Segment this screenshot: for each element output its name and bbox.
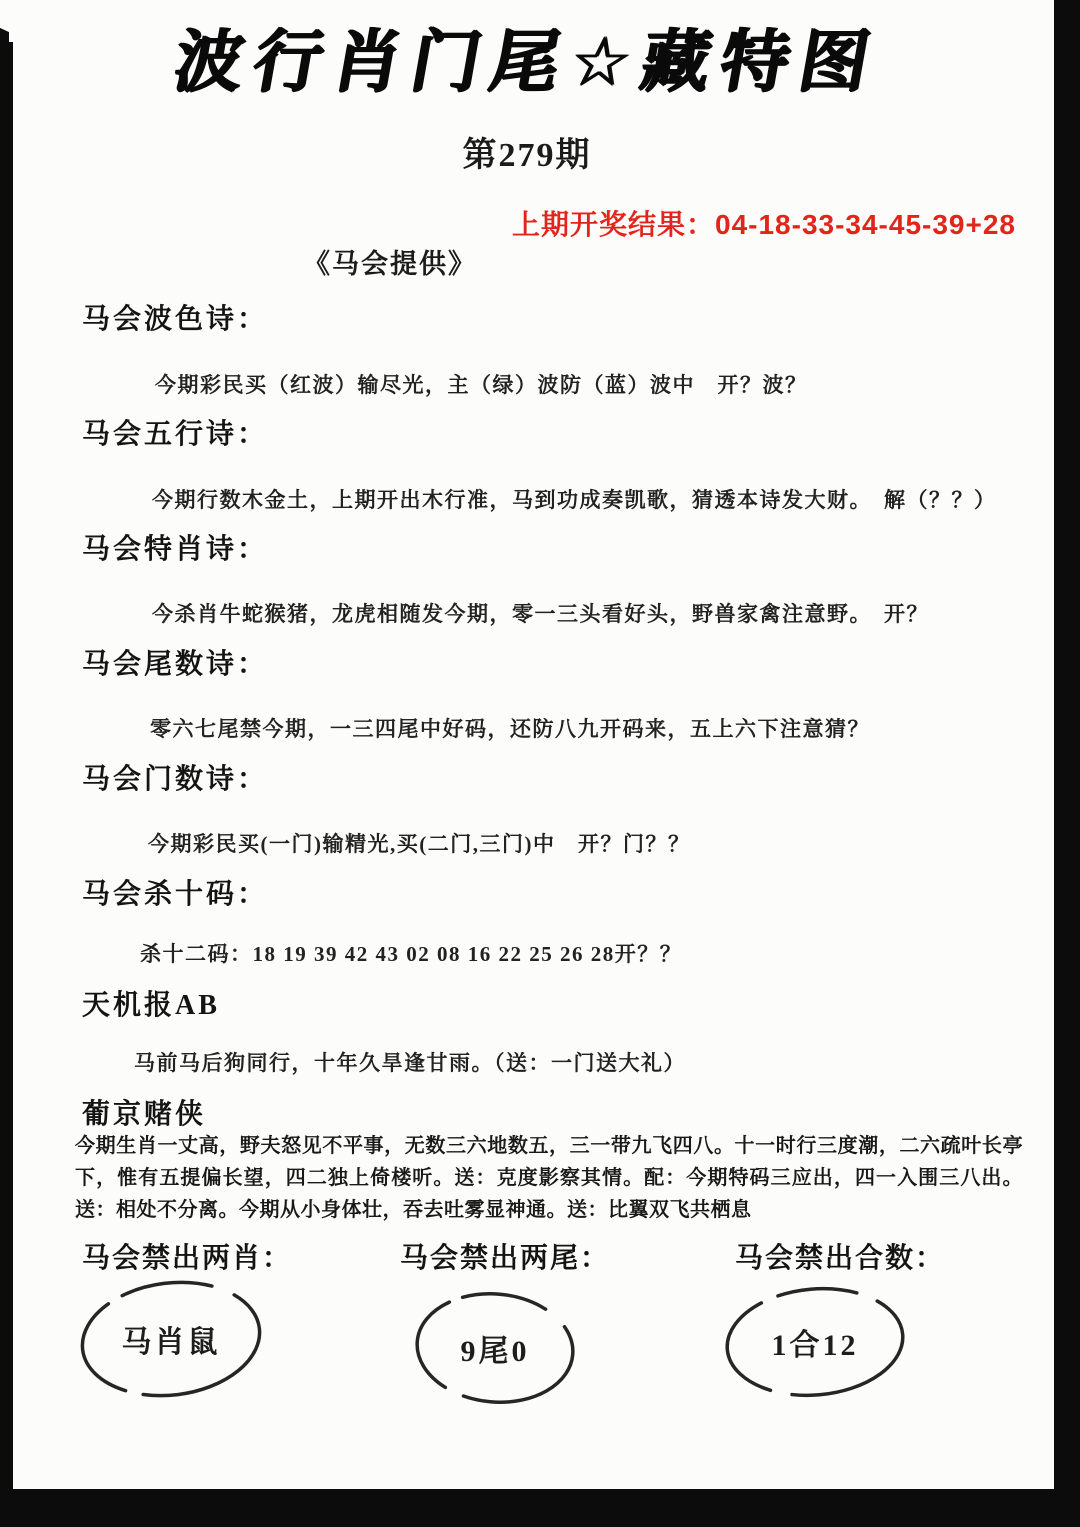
scan-border-left <box>0 42 13 1527</box>
section-line-tianjibao: 马前马后狗同行，十年久旱逢甘雨。（送：一门送大礼） <box>134 1051 686 1075</box>
section-header-wuxing: 马会五行诗： <box>82 419 269 450</box>
scan-border-bottom <box>0 1489 1080 1527</box>
section-line-wuxing: 今期行数木金土，上期开出木行准，马到功成奏凯歌，猜透本诗发大财。 解（？？） <box>152 488 997 512</box>
section-header-weishu: 马会尾数诗： <box>82 649 269 680</box>
page-title: 波行肖门尾☆藏特图 <box>168 23 887 102</box>
section-header-tianjibao: 天机报AB <box>82 990 220 1021</box>
last-draw-result: 上期开奖结果：04-18-33-34-45-39+28 <box>512 209 1016 240</box>
section-line-weishu: 零六七尾禁今期，一三四尾中好码，还防八九开码来，五上六下注意猜？ <box>150 717 870 741</box>
section-line-bose: 今期彩民买（红波）输尽光，主（绿）波防（蓝）波中 开？波？ <box>155 373 808 397</box>
forbidden-oval-heshu <box>716 1278 914 1406</box>
section-header-texiao: 马会特肖诗： <box>82 534 269 565</box>
forbidden-oval-liangxiao <box>72 1272 270 1406</box>
section-header-bose: 马会波色诗： <box>82 304 269 335</box>
scan-border-right <box>1054 0 1080 1527</box>
forbidden-header-liangwei: 马会禁出两尾： <box>400 1243 611 1274</box>
forbidden-oval-liangwei <box>408 1284 582 1412</box>
forbidden-value-liangwei: 9尾0 <box>460 1335 530 1368</box>
forbidden-header-heshu: 马会禁出合数： <box>735 1243 946 1274</box>
forbidden-header-liangxiao: 马会禁出两肖： <box>82 1243 293 1274</box>
issue-number: 第279期 <box>462 137 592 174</box>
section-line-menshu: 今期彩民买(一门)输精光,买(二门,三门)中 开？门？？ <box>148 832 691 856</box>
section-header-menshu: 马会门数诗： <box>82 764 269 795</box>
section-header-shashima: 马会杀十码： <box>82 879 269 910</box>
section-line-texiao: 今杀肖牛蛇猴猪，龙虎相随发今期，零一三头看好头，野兽家禽注意野。 开？ <box>152 602 929 626</box>
section-header-pujing: 葡京赌侠 <box>82 1099 207 1130</box>
pujing-verse: 今期生肖一丈高，野夫怒见不平事，无数三六地数五，三一带九飞四八。十一时行三度潮，二六疏叶长亭下，惟有五提偏长望，四二独上倚楼听。送：克度影察其情。配：今期特码三应出，四一入围三八出。送：相处不分离。今期从小身体壮，吞去吐雾显神通。送：比翼双飞共栖息 <box>75 1135 1023 1221</box>
forbidden-value-liangxiao: 马肖鼠 <box>121 1326 221 1359</box>
section-line-shashima: 杀十二码：18 19 39 42 43 02 08 16 22 25 26 28开？？ <box>140 942 683 966</box>
forbidden-value-heshu: 1合12 <box>771 1329 859 1362</box>
provider-note: 《马会提供》 <box>303 249 477 279</box>
